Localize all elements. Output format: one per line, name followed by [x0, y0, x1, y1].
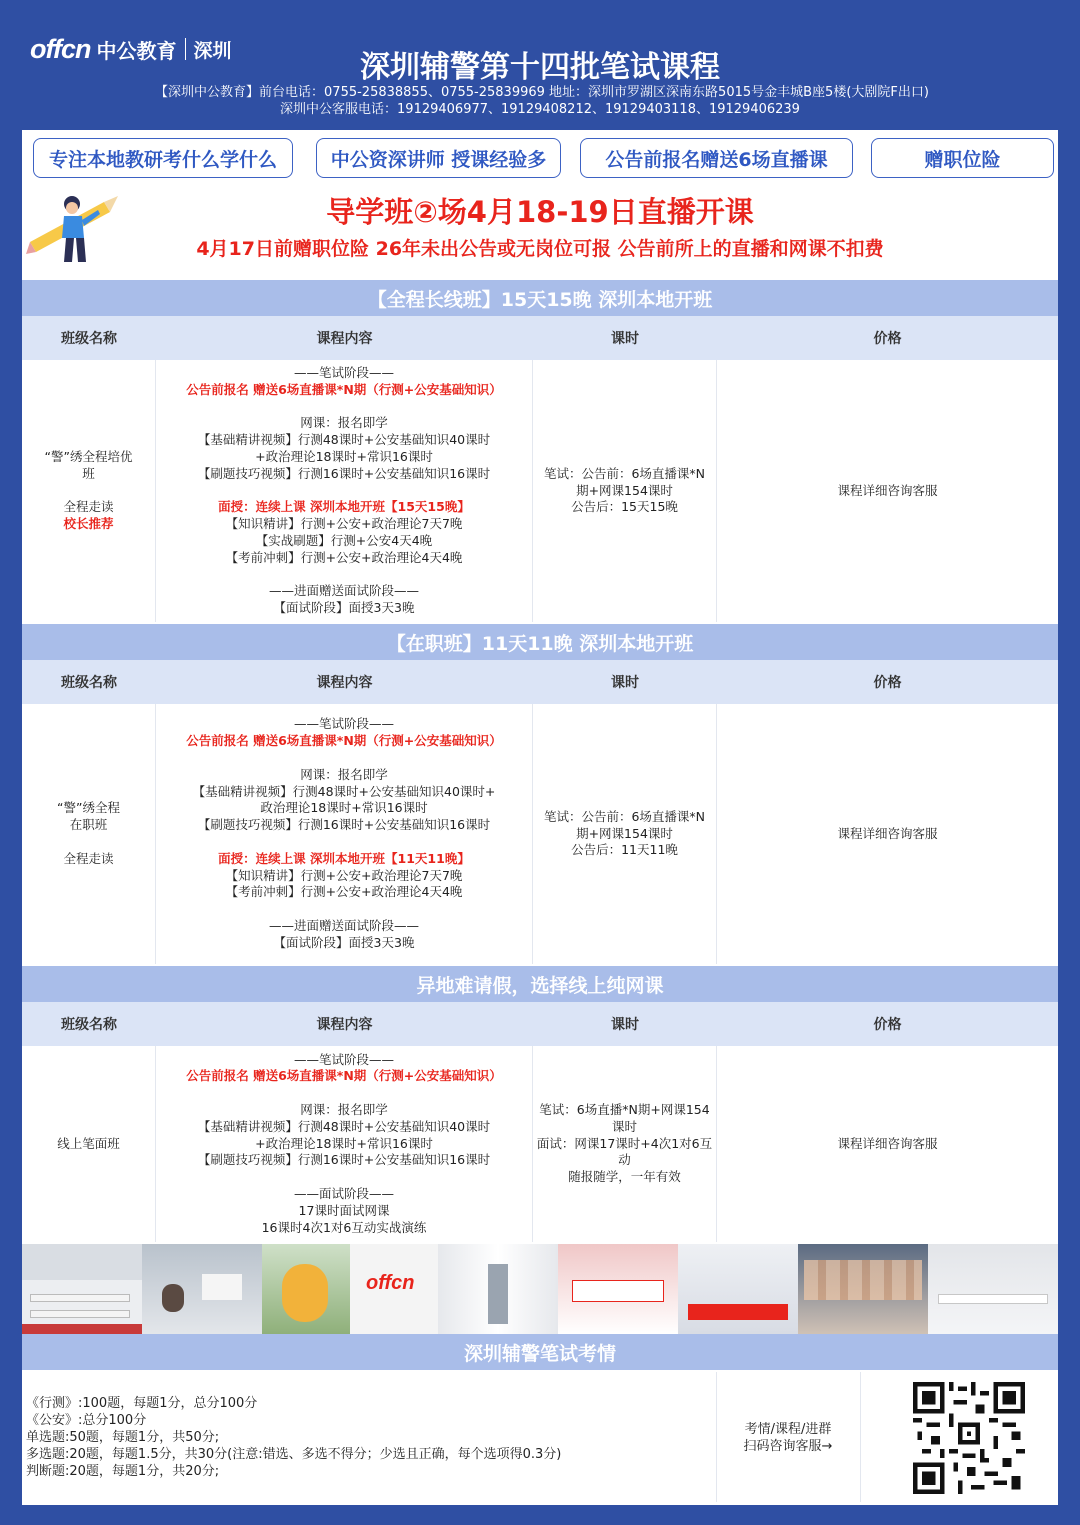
exam-line: 单选题:50题，每题1分，共50分; [26, 1430, 220, 1445]
face-line: 【知识精讲】行测+公安+政治理论7天7晚 [225, 516, 463, 532]
online-line: 【基础精讲视频】行测48课时+公安基础知识40课时 [197, 432, 491, 448]
hours-line: 期+网课154课时 [576, 825, 673, 841]
price-text: 课程详细咨询客服 [837, 482, 938, 498]
header-hours: 课时 [611, 331, 639, 347]
classroom-photo [22, 1244, 142, 1334]
hours-line: 公告后：11天11晚 [571, 842, 678, 858]
principal-recommend-badge: 校长推荐 [63, 516, 114, 532]
class-name-line: 班 [82, 465, 95, 481]
feature-pill-teacher: 中公资深讲师 授课经验多 [316, 138, 561, 178]
interview-line: 【面试阶段】面授3天3晚 [273, 934, 415, 950]
hours-line: 笔试：公告前：6场直播课*N [543, 808, 706, 824]
price-cell [717, 360, 1058, 622]
stage-title: ——笔试阶段—— [293, 365, 394, 381]
class-mode: 全程走读 [63, 499, 114, 515]
hours-line: 期+网课154课时 [576, 482, 673, 498]
price-text: 课程详细咨询客服 [837, 825, 938, 841]
logo-city: 深圳 [193, 39, 232, 62]
interview-line: 【面试阶段】面授3天3晚 [273, 600, 415, 616]
online-line: 【刷题技巧视频】行测16课时+公安基础知识16课时 [197, 1152, 491, 1168]
face-line: 【知识精讲】行测+公安+政治理论7天7晚 [225, 867, 463, 883]
class-name-line: 在职班 [69, 817, 108, 833]
table-row [22, 360, 1058, 622]
gift-text: 公告前报名 赠送6场直播课*N期（行测+公安基础知识） [186, 733, 502, 749]
logo-mark: offcn [30, 33, 91, 64]
photo-strip [22, 1244, 1058, 1334]
section-band-full-course: 【全程长线班】15天15晚 深圳本地开班 [22, 280, 1058, 316]
hours-line: 随报随学，一年有效 [568, 1169, 681, 1185]
class-name-cell [22, 1046, 156, 1242]
contact-line-1: 【深圳中公教育】前台电话：0755-25838855、0755-25839969 地址：深圳市罗湖区深南东路5015号金丰城B座5楼(大剧院F出口) [155, 85, 929, 100]
section-band-online: 异地难请假，选择线上纯网课 [22, 966, 1058, 1002]
feature-pill-local: 专注本地教研考什么学什么 [33, 138, 293, 178]
section-band-working: 【在职班】11天11晚 深圳本地开班 [22, 624, 1058, 660]
online-line: +政治理论18课时+常识16课时 [255, 1135, 433, 1151]
section-band-exam: 深圳辅警笔试考情 [22, 1334, 1058, 1370]
online-line: 【基础精讲视频】行测48课时+公安基础知识40课时+ [192, 783, 496, 799]
online-line: +政治理论18课时+常识16课时 [255, 449, 433, 464]
course-content-cell [156, 704, 533, 964]
exam-line: 《行测》:100题，每题1分，总分100分 [26, 1396, 258, 1411]
online-line: 政治理论18课时+常识16课时 [260, 800, 428, 816]
table-row [22, 1046, 1058, 1242]
gift-text: 公告前报名 赠送6场直播课*N期（行测+公安基础知识） [186, 1068, 502, 1084]
hours-line: 动 [618, 1152, 631, 1168]
gift-text: 公告前报名 赠送6场直播课*N期（行测+公安基础知识） [186, 381, 502, 397]
exam-line: 《公安》:总分100分 [26, 1413, 147, 1428]
lecture-photo [142, 1244, 262, 1334]
interview-stage-title: ——进面赠送面试阶段—— [268, 583, 419, 599]
price-text: 课程详细咨询客服 [837, 1135, 938, 1151]
hero-headline: 导学班②场4月18-19日直播开课 [326, 195, 754, 229]
interview-stage-title: ——进面赠送面试阶段—— [268, 917, 419, 933]
face-line: 【考前冲刺】行测+公安+政治理论4天4晚 [225, 884, 463, 900]
hours-cell [533, 1046, 717, 1242]
feature-pill-insurance: 赠职位险 [871, 138, 1054, 178]
divider [860, 1372, 861, 1502]
online-line: 【刷题技巧视频】行测16课时+公安基础知识16课时 [197, 465, 491, 481]
table-header [22, 1002, 1058, 1046]
hours-line: 公告后：15天15晚 [571, 499, 678, 515]
exam-line: 判断题:20题，每题1分，共20分; [26, 1464, 220, 1479]
hours-line: 课时 [611, 1118, 637, 1134]
price-cell [717, 1046, 1058, 1242]
class-name-cell [22, 360, 156, 622]
face-class-title: 面授：连续上课 深圳本地开班【15天15晚】 [218, 499, 470, 515]
group-photo [798, 1244, 928, 1334]
stage-title: ——笔试阶段—— [293, 716, 394, 732]
hallway-photo [438, 1244, 558, 1334]
price-cell [717, 704, 1058, 964]
class-name-cell [22, 704, 156, 964]
hours-line: 面试：网课17课时+4次1对6互 [536, 1135, 713, 1151]
interview-line: 17课时面试网课 [298, 1202, 390, 1218]
interview-stage-title: ——面试阶段—— [293, 1185, 394, 1201]
mascot-photo [262, 1244, 350, 1334]
class-name-line: “警”绣全程培优 [44, 449, 133, 464]
header-hours: 课时 [611, 1017, 639, 1033]
header-content: 课程内容 [316, 675, 373, 691]
class-name-line: 线上笔面班 [57, 1135, 120, 1151]
storefront-photo [558, 1244, 678, 1334]
class-name-line: “警”绣全程 [57, 800, 120, 816]
header-content: 课程内容 [316, 1017, 373, 1033]
course-content-cell [156, 1046, 533, 1242]
page-title: 深圳辅警第十四批笔试课程 [360, 50, 720, 85]
hours-line: 笔试：公告前：6场直播课*N [543, 465, 706, 481]
header-name: 班级名称 [61, 675, 117, 691]
qr-label-line: 扫码咨询客服→ [743, 1439, 833, 1454]
exam-info [26, 1395, 561, 1480]
online-line: 网课：报名即学 [300, 766, 388, 782]
online-line: 【刷题技巧视频】行测16课时+公安基础知识16课时 [197, 817, 491, 833]
hours-line: 笔试：6场直播*N期+网课154 [539, 1102, 710, 1117]
header-name: 班级名称 [61, 331, 117, 347]
header-price: 价格 [873, 1017, 902, 1033]
qr-label-line: 考情/课程/进群 [744, 1422, 832, 1437]
hours-cell [533, 360, 717, 622]
reception-photo [678, 1244, 798, 1334]
face-class-title: 面授：连续上课 深圳本地开班【11天11晚】 [218, 850, 470, 866]
face-line: 【实战刷题】行测+公安4天4晚 [255, 532, 433, 548]
header-hours: 课时 [611, 675, 639, 691]
exam-line: 多选题:20题，每题1.5分，共30分(注意:错选、多选不得分；少选且正确，每个选项得0.3分) [26, 1447, 562, 1462]
feature-pill-live: 公告前报名赠送6场直播课 [580, 138, 853, 178]
logo-board-photo: offcn [350, 1244, 438, 1334]
online-line: 【基础精讲视频】行测48课时+公安基础知识40课时 [197, 1118, 491, 1134]
header-price: 价格 [873, 331, 902, 347]
table-header [22, 316, 1058, 360]
online-line: 网课：报名即学 [300, 1102, 388, 1117]
header-name: 班级名称 [61, 1017, 117, 1033]
interview-line: 16课时4次1对6互动实战演练 [261, 1219, 427, 1235]
online-line: 网课：报名即学 [300, 415, 388, 431]
course-content-cell [156, 360, 533, 622]
table-row [22, 704, 1058, 964]
contact-line-2: 深圳中公客服电话：19129406977、19129408212、19129403118、19129406239 [280, 102, 800, 117]
students-photo [928, 1244, 1058, 1334]
logo-cn: 中公教育 [96, 38, 177, 63]
face-line: 【考前冲刺】行测+公安+政治理论4天4晚 [225, 549, 463, 565]
header-content: 课程内容 [316, 331, 373, 347]
hours-cell [533, 704, 717, 964]
class-mode: 全程走读 [63, 850, 114, 866]
table-header [22, 660, 1058, 704]
qr-label [716, 1421, 860, 1455]
qr-code[interactable] [913, 1382, 1025, 1494]
hero-subline: 4月17日前赠职位险 26年未出公告或无岗位可报 公告前所上的直播和网课不扣费 [196, 238, 884, 260]
stage-title: ——笔试阶段—— [293, 1051, 394, 1067]
header-price: 价格 [873, 675, 902, 691]
